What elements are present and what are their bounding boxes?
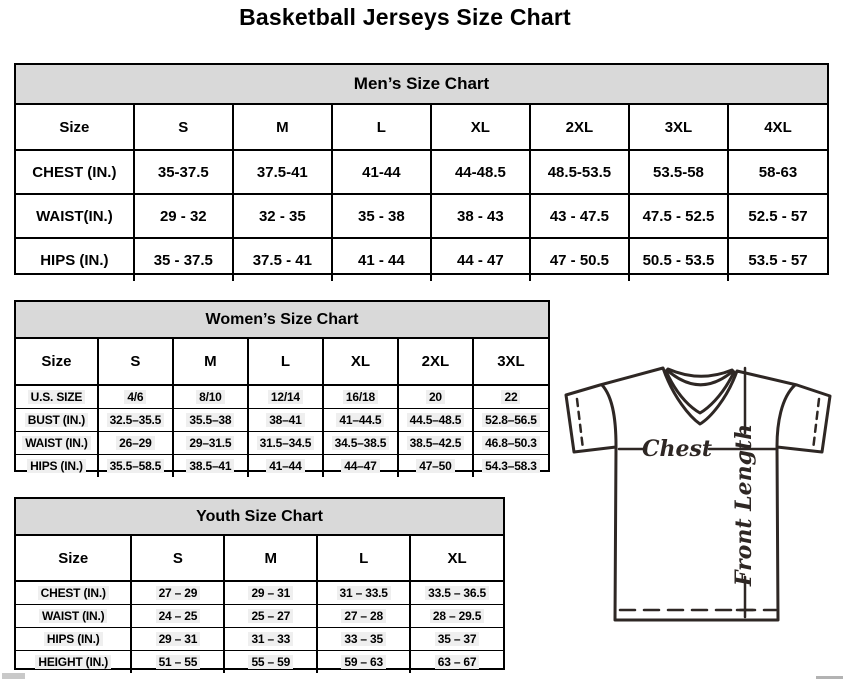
column-header: L <box>248 339 323 385</box>
row-label: WAIST (IN.) <box>16 432 98 455</box>
column-header: M <box>224 536 317 581</box>
size-cell: 33 – 35 <box>317 628 410 651</box>
row-label: WAIST (IN.) <box>16 605 131 628</box>
size-cell: 20 <box>398 385 473 409</box>
header-row <box>16 339 548 385</box>
size-cell: 33.5 – 36.5 <box>410 581 503 605</box>
column-header: 2XL <box>398 339 473 385</box>
table-row <box>16 432 548 455</box>
size-cell: 38.5–42.5 <box>398 432 473 455</box>
size-cell: 51 – 55 <box>131 651 224 674</box>
row-label: CHEST (IN.) <box>16 581 131 605</box>
table-row <box>16 581 503 605</box>
mens-size-chart <box>14 63 829 275</box>
size-cell: 38 - 43 <box>431 194 530 238</box>
row-label: HIPS (IN.) <box>16 628 131 651</box>
size-cell: 54.3–58.3 <box>473 455 548 478</box>
table-row <box>16 605 503 628</box>
table-row <box>16 651 503 674</box>
size-cell: 43 - 47.5 <box>530 194 629 238</box>
size-cell: 31 – 33 <box>224 628 317 651</box>
row-label: BUST (IN.) <box>16 409 98 432</box>
womens-table <box>16 339 548 477</box>
column-header: 4XL <box>728 105 827 150</box>
size-cell: 35 – 37 <box>410 628 503 651</box>
jersey-diagram <box>556 358 836 628</box>
size-cell: 27 – 28 <box>317 605 410 628</box>
table-row <box>16 150 827 194</box>
size-cell: 35-37.5 <box>134 150 233 194</box>
size-cell: 37.5-41 <box>233 150 332 194</box>
column-header: XL <box>431 105 530 150</box>
size-cell: 53.5 - 57 <box>728 238 827 281</box>
youth-table <box>16 536 503 673</box>
column-header: 2XL <box>530 105 629 150</box>
size-cell: 44.5–48.5 <box>398 409 473 432</box>
size-cell: 44–47 <box>323 455 398 478</box>
size-cell: 26–29 <box>98 432 173 455</box>
column-header: S <box>134 105 233 150</box>
mens-chart-title: Men’s Size Chart <box>16 65 827 105</box>
size-cell: 55 – 59 <box>224 651 317 674</box>
table-row <box>16 385 548 409</box>
table-row <box>16 194 827 238</box>
row-label: WAIST(IN.) <box>16 194 134 238</box>
youth-chart-title: Youth Size Chart <box>16 499 503 536</box>
collar-top-curve <box>668 369 732 376</box>
size-cell: 16/18 <box>323 385 398 409</box>
size-cell: 59 – 63 <box>317 651 410 674</box>
size-cell: 38–41 <box>248 409 323 432</box>
column-header: Size <box>16 105 134 150</box>
size-cell: 28 – 29.5 <box>410 605 503 628</box>
column-header: Size <box>16 536 131 581</box>
size-cell: 35 - 37.5 <box>134 238 233 281</box>
size-cell: 29–31.5 <box>173 432 248 455</box>
size-cell: 50.5 - 53.5 <box>629 238 728 281</box>
size-cell: 25 – 27 <box>224 605 317 628</box>
size-cell: 44 - 47 <box>431 238 530 281</box>
size-cell: 35 - 38 <box>332 194 431 238</box>
size-cell: 22 <box>473 385 548 409</box>
row-label: U.S. SIZE <box>16 385 98 409</box>
column-header: S <box>131 536 224 581</box>
column-header: 3XL <box>629 105 728 150</box>
header-row <box>16 536 503 581</box>
column-header: L <box>317 536 410 581</box>
size-cell: 41-44 <box>332 150 431 194</box>
size-cell: 41 - 44 <box>332 238 431 281</box>
column-header: XL <box>323 339 398 385</box>
size-cell: 29 – 31 <box>131 628 224 651</box>
size-cell: 52.8–56.5 <box>473 409 548 432</box>
size-cell: 46.8–50.3 <box>473 432 548 455</box>
column-header: Size <box>16 339 98 385</box>
size-cell: 24 – 25 <box>131 605 224 628</box>
size-cell: 8/10 <box>173 385 248 409</box>
cutoff-artifact-bottom-left <box>2 673 25 679</box>
table-row <box>16 409 548 432</box>
column-header: 3XL <box>473 339 548 385</box>
youth-size-chart <box>14 497 505 670</box>
size-cell: 27 – 29 <box>131 581 224 605</box>
chest-label: Chest <box>641 436 713 462</box>
size-cell: 4/6 <box>98 385 173 409</box>
size-cell: 53.5-58 <box>629 150 728 194</box>
size-cell: 63 – 67 <box>410 651 503 674</box>
size-cell: 31 – 33.5 <box>317 581 410 605</box>
table-row <box>16 628 503 651</box>
size-cell: 32 - 35 <box>233 194 332 238</box>
size-cell: 41–44.5 <box>323 409 398 432</box>
size-cell: 29 - 32 <box>134 194 233 238</box>
column-header: XL <box>410 536 503 581</box>
row-label: CHEST (IN.) <box>16 150 134 194</box>
table-row <box>16 238 827 281</box>
size-cell: 37.5 - 41 <box>233 238 332 281</box>
column-header: S <box>98 339 173 385</box>
column-header: L <box>332 105 431 150</box>
column-header: M <box>173 339 248 385</box>
size-cell: 38.5–41 <box>173 455 248 478</box>
size-cell: 32.5–35.5 <box>98 409 173 432</box>
size-cell: 58-63 <box>728 150 827 194</box>
row-label: HIPS (IN.) <box>16 238 134 281</box>
womens-size-chart <box>14 300 550 472</box>
size-cell: 35.5–38 <box>173 409 248 432</box>
size-cell: 31.5–34.5 <box>248 432 323 455</box>
size-cell: 34.5–38.5 <box>323 432 398 455</box>
row-label: HEIGHT (IN.) <box>16 651 131 674</box>
size-cell: 12/14 <box>248 385 323 409</box>
front-length-label: Front Length <box>731 423 757 587</box>
size-cell: 48.5-53.5 <box>530 150 629 194</box>
mens-table <box>16 105 827 281</box>
row-label: HIPS (IN.) <box>16 455 98 478</box>
jersey-outline <box>566 368 830 620</box>
womens-chart-title: Women’s Size Chart <box>16 302 548 339</box>
size-cell: 41–44 <box>248 455 323 478</box>
column-header: M <box>233 105 332 150</box>
size-cell: 47 - 50.5 <box>530 238 629 281</box>
size-cell: 47.5 - 52.5 <box>629 194 728 238</box>
size-cell: 35.5–58.5 <box>98 455 173 478</box>
size-cell: 47–50 <box>398 455 473 478</box>
size-cell: 29 – 31 <box>224 581 317 605</box>
table-row <box>16 455 548 478</box>
size-cell: 44-48.5 <box>431 150 530 194</box>
header-row <box>16 105 827 150</box>
page-title: Basketball Jerseys Size Chart <box>239 4 571 30</box>
size-cell: 52.5 - 57 <box>728 194 827 238</box>
